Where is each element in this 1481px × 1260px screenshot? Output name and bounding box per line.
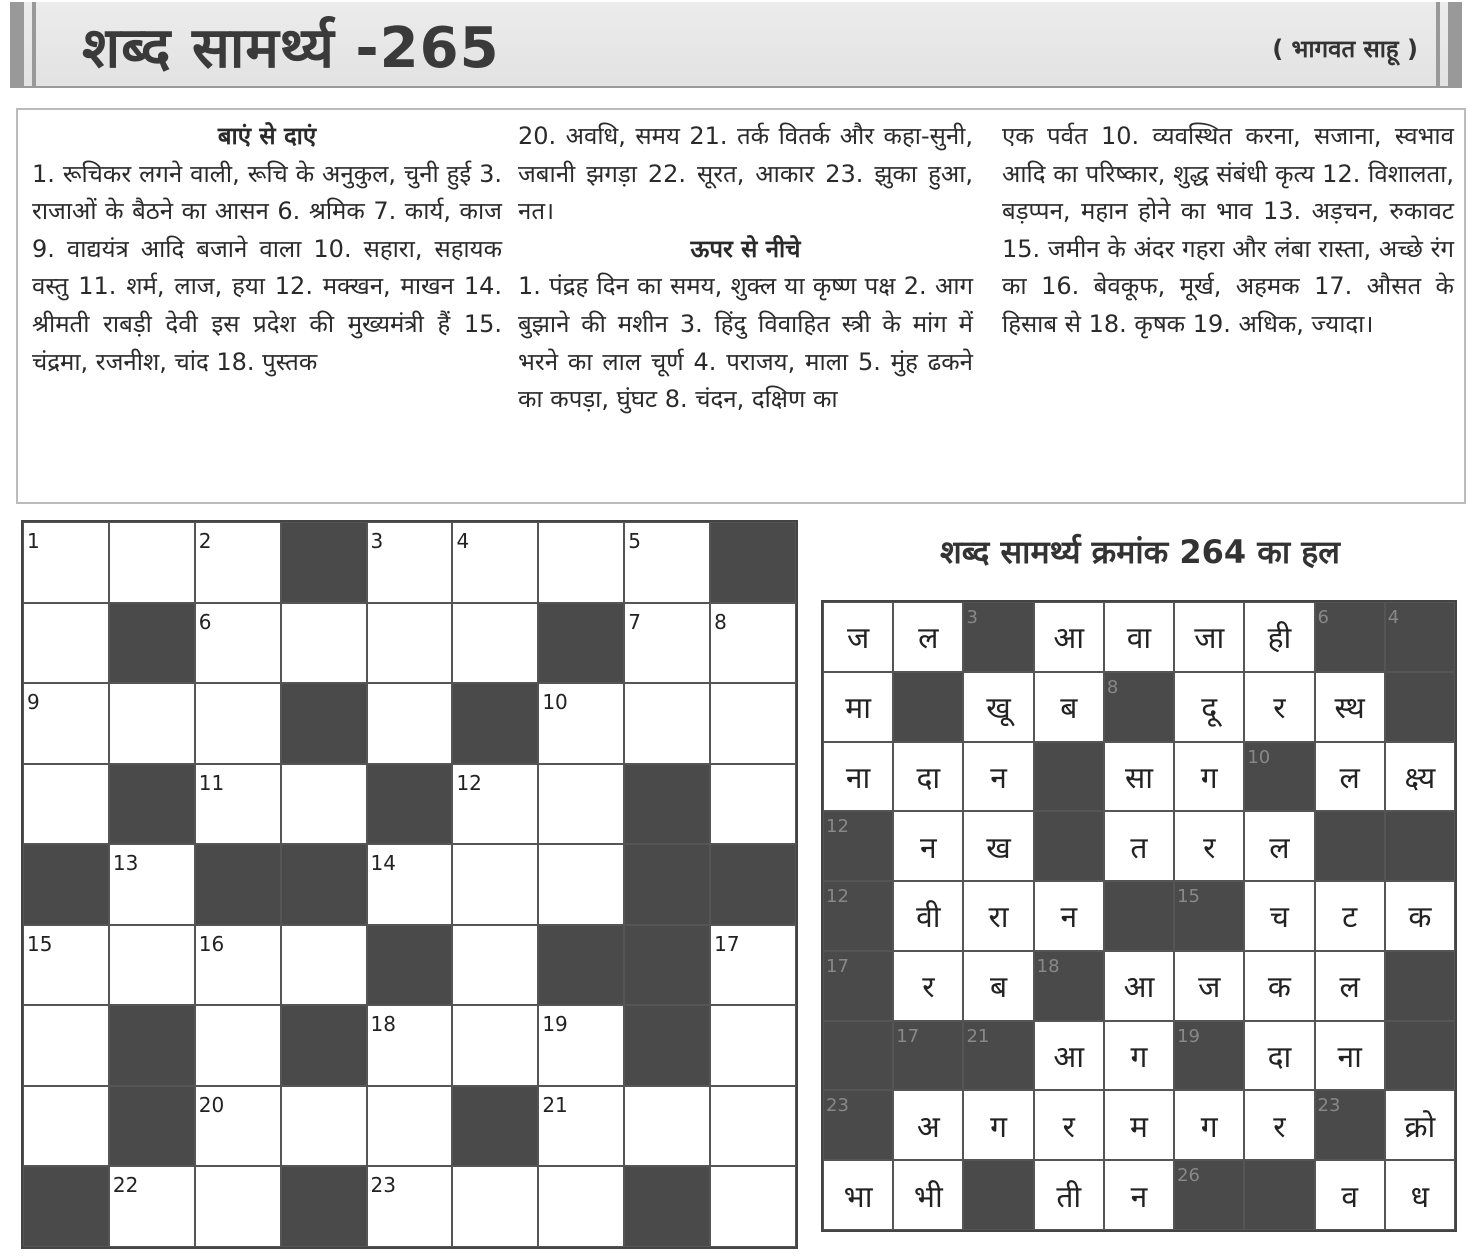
solution-letter: क [1267,970,1291,1006]
solution-letter: ग [1200,1109,1218,1145]
solution-clue-number: 3 [966,607,978,628]
solution-cell [1174,951,1244,1021]
solution-cell-black [1034,951,1104,1021]
grid-cell[interactable] [452,1005,538,1086]
solution-cell [1174,602,1244,672]
grid-cell-black [281,844,367,925]
solution-letter: क [1408,900,1432,936]
solution-letter: त [1130,830,1148,866]
clue-number: 6 [198,609,212,634]
grid-cell[interactable] [624,683,710,764]
clue-number: 12 [456,770,482,795]
grid-cell[interactable] [452,844,538,925]
grid-cell[interactable] [710,1005,796,1086]
grid-cell[interactable] [281,764,367,845]
clue-number: 15 [27,931,53,956]
solution-cell [1244,951,1314,1021]
solution-cell [1385,881,1455,951]
grid-cell-black [624,1005,710,1086]
across-clues-continued: 20. अवधि, समय 21. तर्क वितर्क और कहा-सुनी, जबानी झगड़ा 22. सूरत, आकार 23. झुका हुआ, नत। [518,122,973,226]
grid-cell-black [710,522,796,603]
solution-cell-black [1174,1021,1244,1091]
solution-cell-black [1385,811,1455,881]
solution-cell [1104,602,1174,672]
solution-cell [1104,1090,1174,1160]
solution-cell-black [823,881,893,951]
grid-cell-black [109,1086,195,1167]
solution-letter: ती [1056,1179,1082,1215]
solution-letter: खू [986,691,1011,727]
grid-cell-black [281,1005,367,1086]
solution-title: शब्द सामर्थ्य क्रमांक 264 का हल [939,533,1340,571]
solution-cell [1034,1160,1104,1230]
grid-cell-black [452,1086,538,1167]
solution-clue-number: 23 [1317,1095,1341,1117]
solution-letter: न [920,830,937,866]
solution-cell-black [893,1021,963,1091]
grid-cell[interactable] [710,683,796,764]
grid-cell[interactable] [367,683,453,764]
grid-cell[interactable] [23,522,109,603]
solution-cell-black [1034,811,1104,881]
grid-cell[interactable] [281,925,367,1006]
grid-cell[interactable] [195,1086,281,1167]
grid-cell[interactable] [109,683,195,764]
grid-cell-black [23,1166,109,1247]
grid-cell[interactable] [195,764,281,845]
grid-cell[interactable] [710,764,796,845]
solution-letter: दू [1201,691,1218,727]
grid-cell[interactable] [452,925,538,1006]
grid-cell[interactable] [109,844,195,925]
solution-cell [1244,881,1314,951]
grid-cell-black [367,764,453,845]
solution-cell [1174,1090,1244,1160]
grid-cell[interactable] [281,1086,367,1167]
solution-letter: ज [1198,970,1221,1006]
solution-letter: ग [1200,760,1218,796]
solution-cell-black [1385,672,1455,742]
solution-letter: दा [1267,1040,1292,1076]
clue-number: 11 [198,770,225,795]
solution-cell-black [1244,742,1314,812]
solution-cell [893,602,963,672]
grid-cell[interactable] [538,1086,624,1167]
solution-cell [1174,811,1244,881]
grid-cell[interactable] [23,764,109,845]
solution-letter: आ [1053,1040,1085,1076]
clue-number: 2 [198,529,212,553]
solution-cell [1385,742,1455,812]
solution-letter: र [1203,830,1216,866]
solution-letter: ल [1339,760,1360,796]
grid-cell[interactable] [538,683,624,764]
solution-cell [823,1160,893,1230]
solution-cell [1034,881,1104,951]
solution-cell-black [963,1021,1033,1091]
across-heading: बाएं से दाएं [217,122,317,150]
solution-letter: वा [1126,621,1152,657]
solution-cell-black [823,1090,893,1160]
solution-cell-black [1315,1090,1385,1160]
solution-cell-black [1315,602,1385,672]
solution-letter: क्रो [1404,1109,1436,1145]
solution-clue-number: 12 [826,886,849,908]
clues-column-3 [1002,118,1454,344]
grid-cell[interactable] [452,1166,538,1247]
clue-number: 21 [542,1092,568,1117]
solution-grid [821,600,1457,1232]
solution-cell-black [1174,1160,1244,1230]
solution-cell [1315,742,1385,812]
clue-number: 20 [198,1092,225,1117]
grid-cell[interactable] [710,1086,796,1167]
solution-letter: दा [916,760,941,796]
solution-cell-black [1104,881,1174,951]
grid-cell-black [109,603,195,684]
clues-column-1 [32,118,502,381]
solution-letter: ल [918,621,939,657]
clue-number: 23 [370,1173,396,1198]
solution-cell-black [963,1160,1033,1230]
header-left-bar-thin [32,2,36,86]
solution-letter: आ [1123,970,1155,1006]
solution-cell [893,881,963,951]
solution-cell-black [1385,602,1455,672]
solution-letter: ल [1339,970,1360,1006]
clue-number: 14 [370,851,396,876]
grid-cell[interactable] [195,925,281,1006]
solution-cell [1034,602,1104,672]
solution-cell-black [823,1021,893,1091]
clue-number: 1 [27,529,40,553]
clue-number: 19 [542,1012,568,1037]
grid-cell[interactable] [452,522,538,603]
solution-letter: मा [845,691,871,727]
grid-cell-black [281,1166,367,1247]
solution-letter: क्ष्य [1404,760,1436,796]
solution-cell [1104,811,1174,881]
grid-cell[interactable] [367,1086,453,1167]
solution-letter: व [1341,1179,1358,1215]
puzzle-title: शब्द सामर्थ्य -265 [82,16,500,81]
solution-cell [823,602,893,672]
solution-cell [1034,672,1104,742]
solution-cell-black [1034,742,1104,812]
solution-letter: रा [988,900,1009,936]
solution-letter: ध [1410,1179,1430,1215]
solution-letter: ब [1060,691,1078,727]
grid-cell[interactable] [23,925,109,1006]
solution-letter: ब [989,970,1008,1006]
grid-cell-black [281,522,367,603]
clue-number: 7 [628,609,641,634]
solution-cell [963,881,1033,951]
solution-cell-black [823,811,893,881]
solution-letter: ग [1130,1040,1148,1076]
grid-cell[interactable] [538,764,624,845]
solution-letter: सा [1124,760,1154,796]
clue-number: 18 [370,1012,396,1037]
solution-letter: भा [843,1179,873,1215]
grid-cell[interactable] [538,844,624,925]
across-clues: 1. रूचिकर लगने वाली, रूचि के अनुकुल, चुनी हुई 3. राजाओं के बैठने का आसन 6. श्रमिक 7. कार्य, काज 9. वाद्ययंत्र आदि बजाने वाला 10. सहारा, सहायक वस्तु 11. शर्म, लाज, हया 12. मक्खन, माखन 14. श्रीमती राबड़ी देवी इस प्रदेश की मुख्यमंत्री हैं 15. चंद्रमा, रजनीश, चांद 18. पुस्तक [32,159,502,376]
grid-cell-black [452,683,538,764]
grid-cell[interactable] [624,603,710,684]
solution-letter: ना [845,760,871,796]
solution-letter: ल [1269,830,1290,866]
clue-number: 22 [112,1173,139,1198]
grid-cell[interactable] [195,1166,281,1247]
solution-clue-number: 8 [1106,676,1119,698]
solution-cell [963,742,1033,812]
solution-letter: म [1130,1109,1148,1145]
grid-cell[interactable] [710,925,796,1006]
clue-number: 10 [542,690,568,715]
solution-cell [1174,672,1244,742]
solution-cell [963,672,1033,742]
grid-cell[interactable] [367,522,453,603]
crossword-grid [21,520,798,1249]
solution-cell [1385,1090,1455,1160]
solution-cell-black [823,951,893,1021]
grid-cell[interactable] [624,1086,710,1167]
grid-cell[interactable] [367,1166,453,1247]
solution-letter: वी [916,900,941,936]
solution-letter: जा [1194,621,1225,657]
grid-cell-black [195,844,281,925]
header-right-bar-thin [1436,2,1440,86]
solution-clue-number: 21 [966,1025,990,1047]
solution-cell [893,742,963,812]
solution-clue-number: 12 [826,816,849,838]
clues-column-2 [518,118,973,419]
grid-cell[interactable] [538,1166,624,1247]
clue-number: 16 [198,931,225,956]
solution-cell-black [1385,1021,1455,1091]
solution-cell [1244,602,1314,672]
clue-number: 3 [370,529,384,553]
grid-cell-black [281,683,367,764]
solution-cell [893,1160,963,1230]
grid-cell[interactable] [367,844,453,925]
solution-letter: र [1062,1109,1075,1145]
solution-letter: अ [916,1109,940,1145]
clue-number: 17 [714,931,740,956]
solution-clue-number: 4 [1387,607,1400,628]
grid-cell-black [367,925,453,1006]
grid-cell[interactable] [23,1086,109,1167]
solution-cell [1315,1160,1385,1230]
grid-cell-black [624,844,710,925]
solution-clue-number: 10 [1247,746,1271,768]
grid-cell[interactable] [538,522,624,603]
clue-number: 4 [456,529,470,553]
grid-cell-black [624,925,710,1006]
grid-cell[interactable] [281,603,367,684]
solution-cell [1104,1160,1174,1230]
solution-clue-number: 18 [1036,955,1060,977]
solution-cell [1104,742,1174,812]
solution-cell [1244,811,1314,881]
grid-cell[interactable] [624,522,710,603]
solution-cell-black [963,602,1033,672]
solution-cell [1104,951,1174,1021]
grid-cell-black [538,603,624,684]
grid-cell[interactable] [109,522,195,603]
grid-cell[interactable] [195,522,281,603]
grid-cell-black [538,925,624,1006]
down-clues-continued: एक पर्वत 10. व्यवस्थित करना, सजाना, स्वभाव आदि का परिष्कार, शुद्ध संबंधी कृत्य 12. विशालता, बड़प्पन, महान होने का भाव 13. अड़चन, रुकावट 15. जमीन के अंदर गहरा और लंबा रास्ता, अच्छे रंग का 16. बेवकूफ, मूर्ख, अहमक 17. औसत के हिसाब से 18. कृषक 19. अधिक, ज्यादा। [1002,122,1454,338]
solution-cell-black [1385,951,1455,1021]
grid-cell[interactable] [367,1005,453,1086]
solution-letter: ना [1337,1040,1362,1076]
solution-letter: ग [990,1109,1007,1145]
solution-letter: न [990,760,1007,796]
solution-clue-number: 23 [826,1095,849,1117]
solution-cell [963,811,1033,881]
solution-cell [893,951,963,1021]
solution-letter: र [922,970,935,1006]
solution-cell [823,742,893,812]
grid-cell[interactable] [109,1166,195,1247]
clue-number: 13 [112,851,139,876]
grid-cell[interactable] [23,603,109,684]
solution-letter: ही [1267,621,1292,657]
solution-letter: स्थ [1334,691,1365,727]
solution-clue-number: 17 [826,955,849,977]
solution-clue-number: 26 [1177,1165,1201,1187]
grid-cell[interactable] [23,1005,109,1086]
clue-number: 9 [27,690,40,715]
grid-cell[interactable] [109,925,195,1006]
solution-cell [1315,1021,1385,1091]
solution-cell-black [1244,1160,1314,1230]
solution-cell [963,951,1033,1021]
header-banner [10,2,1462,88]
solution-cell-black [1315,811,1385,881]
solution-letter: आ [1053,621,1085,657]
solution-cell [1385,1160,1455,1230]
solution-cell [1315,672,1385,742]
solution-letter: र [1273,1109,1286,1145]
grid-cell-black [624,764,710,845]
grid-cell[interactable] [710,603,796,684]
solution-letter: ज [846,621,870,657]
solution-cell-black [1174,881,1244,951]
solution-cell [1244,1090,1314,1160]
grid-cell[interactable] [452,603,538,684]
clue-number: 8 [714,609,727,634]
grid-cell-black [109,1005,195,1086]
solution-cell [1034,1090,1104,1160]
solution-letter: भी [913,1179,943,1215]
solution-cell [1244,1021,1314,1091]
solution-cell [963,1090,1033,1160]
solution-letter: र [1273,691,1286,727]
grid-cell[interactable] [195,603,281,684]
solution-letter: ख [986,830,1011,866]
solution-cell [823,672,893,742]
solution-clue-number: 15 [1177,886,1201,908]
solution-clue-number: 17 [896,1025,920,1047]
grid-cell-black [710,844,796,925]
down-clues: 1. पंद्रह दिन का समय, शुक्ल या कृष्ण पक्ष 2. आग बुझाने की मशीन 3. हिंदु विवाहित स्त्री के मांग में भरने का लाल चूर्ण 4. पराजय, माला 5. मुंह ढकने का कपड़ा, घुंघट 8. चंदन, दक्षिण का [518,272,973,414]
grid-cell[interactable] [452,764,538,845]
solution-cell-black [893,672,963,742]
down-heading: ऊपर से नीचे [690,234,801,263]
solution-clue-number: 19 [1177,1025,1201,1047]
grid-cell[interactable] [538,1005,624,1086]
solution-letter: ट [1342,900,1358,936]
grid-cell-black [624,1166,710,1247]
grid-cell-black [109,764,195,845]
grid-cell[interactable] [23,683,109,764]
solution-letter: न [1130,1179,1148,1215]
grid-cell[interactable] [195,683,281,764]
grid-cell[interactable] [195,1005,281,1086]
solution-cell [1034,1021,1104,1091]
solution-cell [893,811,963,881]
solution-cell [893,1090,963,1160]
solution-cell [1174,742,1244,812]
clues-box [16,108,1466,504]
solution-cell [1315,881,1385,951]
solution-cell [1315,951,1385,1021]
grid-cell[interactable] [710,1166,796,1247]
solution-letter: च [1269,900,1289,936]
header-left-bar [10,2,24,86]
solution-letter: न [1060,900,1078,936]
solution-cell-black [1104,672,1174,742]
solution-cell [1104,1021,1174,1091]
author-credit: ( भागवत साहू ) [1272,35,1418,63]
clue-number: 5 [628,529,641,553]
solution-cell [1244,672,1314,742]
solution-clue-number: 6 [1317,607,1329,628]
header-right-bar [1448,2,1462,86]
grid-cell-black [23,844,109,925]
grid-cell[interactable] [367,603,453,684]
